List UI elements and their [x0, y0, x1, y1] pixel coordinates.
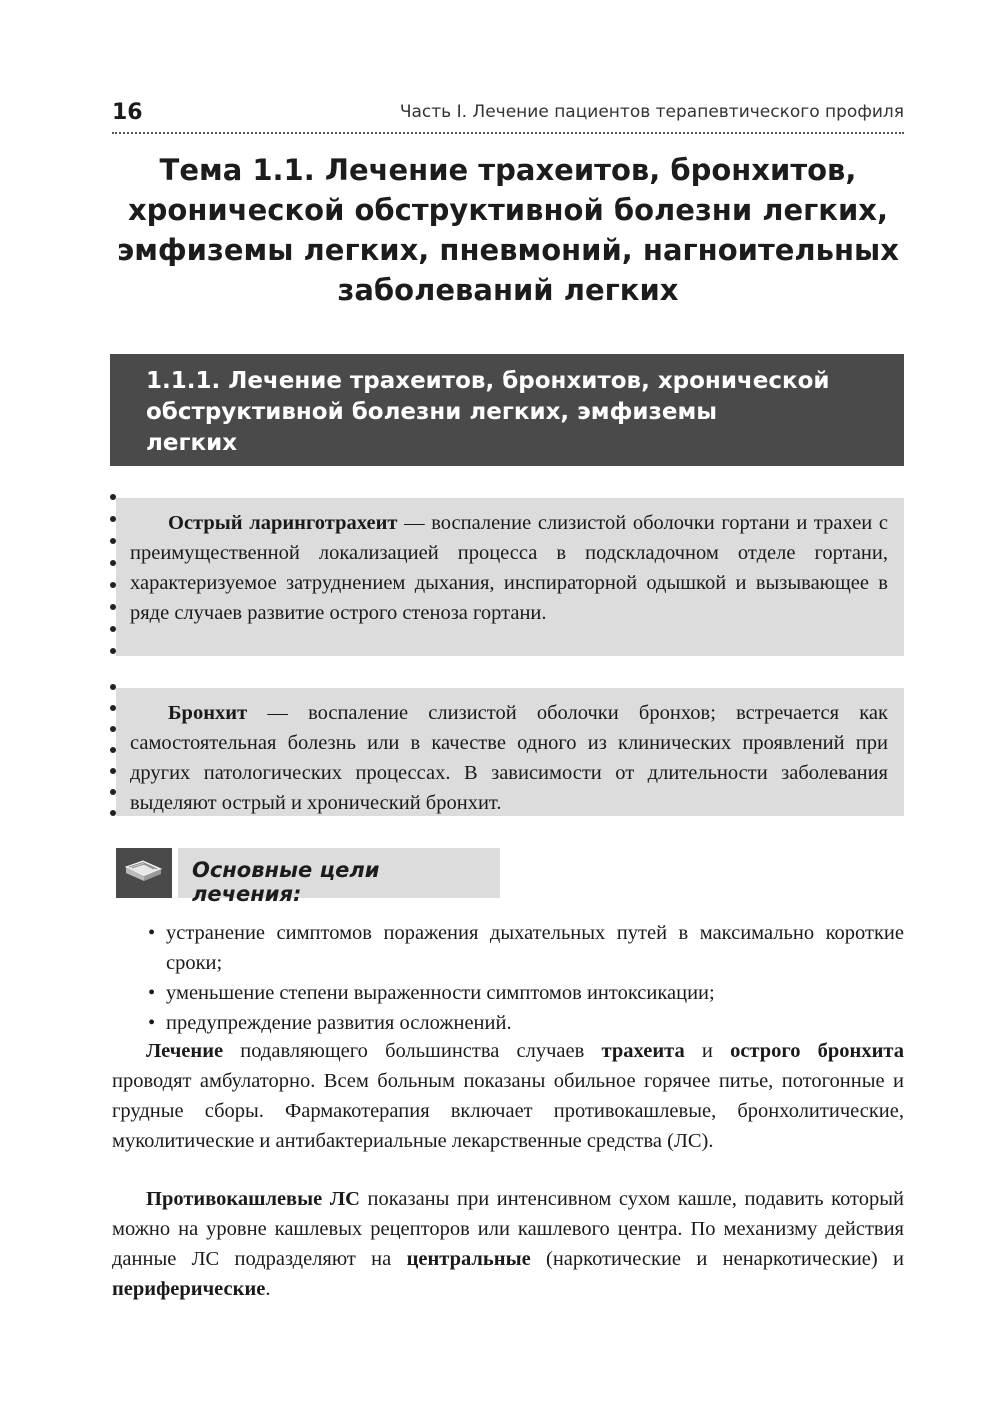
- definition-body: — воспаление слизистой оболочки гортани и трахеи с преимущественной локализацией процесса в подскладочном отделе гортани, характеризуемое затруднением дыхания, инспираторной одышкой и вызывающее в ряде случаев развитие острого стеноза гортани.: [130, 512, 888, 624]
- section-title: [146, 366, 868, 459]
- section-heading-bar: [110, 354, 904, 466]
- running-head: Часть I. Лечение пациентов терапевтического профиля: [399, 102, 904, 122]
- topic-title-line: хронической обструктивной болезни легких,: [127, 193, 889, 227]
- text-span: .: [265, 1278, 271, 1300]
- text-span: проводят амбулаторно. Всем больным показаны обильное горячее питье, потогонные и грудные сборы. Фармакотерапия включает противокашлевые, бронхолитические, муколитические и антибактериальные лекарственные средства (ЛС).: [112, 1070, 904, 1152]
- definition-term: Острый ларинготрахеит: [168, 512, 398, 534]
- goals-list: [148, 918, 904, 1038]
- goals-title: Основные цели лечения:: [192, 858, 380, 906]
- list-item: • устранение симптомов поражения дыхательных путей в максимально короткие сроки;: [148, 918, 904, 978]
- bold-term: Лечение: [146, 1040, 224, 1062]
- definition-body: — воспаление слизистой оболочки бронхов; встречается как самостоятельная болезнь или в качестве одного из клинических проявлений при других патологических процессах. В зависимости от длительности заболевания выделяют острый и хронический бронхит.: [130, 702, 888, 814]
- paragraph-text: [112, 1184, 904, 1304]
- paragraph-treatment: [112, 1036, 904, 1156]
- definition-text: [130, 698, 888, 818]
- page-header: [112, 96, 904, 134]
- list-item: • уменьшение степени выраженности симптомов интоксикации;: [148, 978, 904, 1008]
- topic-title-line: заболеваний легких: [337, 273, 679, 307]
- bold-term: центральные: [406, 1248, 531, 1270]
- paragraph-antitussive: [112, 1184, 904, 1304]
- definition-box: [116, 498, 904, 656]
- definition-text: [130, 508, 888, 628]
- section-title-line: легких: [146, 430, 238, 456]
- text-span: (наркотические и ненаркотические) и: [530, 1248, 904, 1270]
- goals-icon-box: [116, 848, 172, 898]
- definition-box: [116, 688, 904, 816]
- book-icon: [123, 857, 165, 889]
- page-number: 16: [112, 100, 143, 125]
- section-title-line: 1.1.1. Лечение трахеитов, бронхитов, хронической: [146, 368, 830, 394]
- bold-term: острого бронхита: [730, 1040, 904, 1062]
- goals-label-box: [178, 848, 500, 906]
- topic-title-line: Тема 1.1. Лечение трахеитов, бронхитов,: [159, 153, 857, 187]
- paragraph-text: [112, 1036, 904, 1156]
- bold-term: Противокашлевые ЛС: [146, 1188, 360, 1210]
- topic-title: [100, 150, 916, 310]
- text-span: подавляющего большинства случаев: [223, 1040, 602, 1062]
- list-item: • предупреждение развития осложнений.: [148, 1008, 904, 1038]
- bold-term: периферические: [112, 1278, 266, 1300]
- text-span: показаны при интенсивном сухом кашле, подавить который можно на уровне кашлевых рецепторов или кашлевого центра. По механизму действия данные ЛС подразделяют на: [112, 1188, 904, 1270]
- section-title-line: обструктивной болезни легких, эмфиземы: [146, 399, 718, 425]
- bold-term: трахеита: [601, 1040, 685, 1062]
- topic-title-line: эмфиземы легких, пневмоний, нагноительных: [117, 233, 899, 267]
- text-span: и: [684, 1040, 731, 1062]
- definition-term: Бронхит: [168, 702, 248, 724]
